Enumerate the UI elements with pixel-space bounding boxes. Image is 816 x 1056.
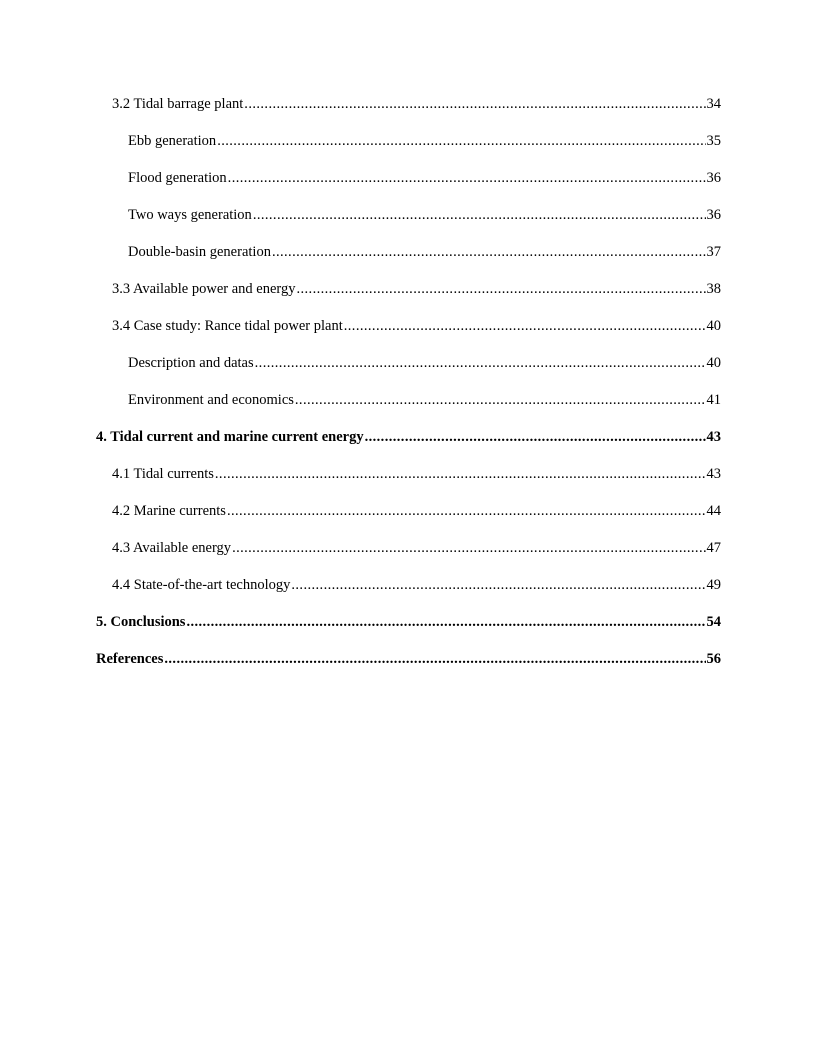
toc-entry-page: 37 bbox=[706, 244, 721, 260]
toc-entry-page: 47 bbox=[706, 540, 721, 556]
toc-entry[interactable] bbox=[96, 610, 721, 647]
toc-entry-page: 41 bbox=[706, 392, 721, 408]
toc-leader-dots bbox=[244, 92, 705, 116]
toc-entry-title: Description and datas bbox=[128, 355, 254, 371]
toc-entry-page: 43 bbox=[706, 466, 721, 482]
toc-entry-title: 4.3 Available energy bbox=[112, 540, 232, 556]
toc-entry-page: 40 bbox=[706, 355, 721, 371]
toc-entry[interactable] bbox=[96, 388, 721, 425]
toc-entry[interactable] bbox=[96, 92, 721, 129]
toc-leader-dots bbox=[365, 425, 706, 449]
toc-entry-page: 38 bbox=[706, 281, 721, 297]
toc-entry-title: Flood generation bbox=[128, 170, 227, 186]
toc-entry[interactable] bbox=[96, 647, 721, 684]
toc-entry-page: 56 bbox=[706, 651, 721, 667]
toc-entry-title: Ebb generation bbox=[128, 133, 217, 149]
toc-entry-page: 34 bbox=[706, 96, 721, 112]
toc-entry-title: 3.4 Case study: Rance tidal power plant bbox=[112, 318, 343, 334]
toc-entry-title: References bbox=[96, 651, 164, 667]
toc-leader-dots bbox=[296, 277, 705, 301]
toc-entry[interactable] bbox=[96, 536, 721, 573]
toc-entry-page: 49 bbox=[706, 577, 721, 593]
toc-leader-dots bbox=[217, 129, 705, 153]
toc-entry[interactable] bbox=[96, 277, 721, 314]
toc-entry[interactable] bbox=[96, 573, 721, 610]
toc-leader-dots bbox=[272, 240, 706, 264]
toc-entry-title: 5. Conclusions bbox=[96, 614, 186, 630]
toc-leader-dots bbox=[164, 647, 705, 671]
toc-leader-dots bbox=[344, 314, 706, 338]
toc-leader-dots bbox=[295, 388, 706, 412]
toc-entry[interactable] bbox=[96, 351, 721, 388]
toc-leader-dots bbox=[232, 536, 705, 560]
toc-entry-page: 36 bbox=[706, 207, 721, 223]
toc-entry-page: 43 bbox=[706, 429, 721, 445]
table-of-contents bbox=[96, 92, 721, 684]
toc-entry-title: 3.3 Available power and energy bbox=[112, 281, 296, 297]
toc-entry[interactable] bbox=[96, 129, 721, 166]
toc-entry-page: 44 bbox=[706, 503, 721, 519]
toc-entry-page: 36 bbox=[706, 170, 721, 186]
toc-entry[interactable] bbox=[96, 203, 721, 240]
toc-entry-page: 35 bbox=[706, 133, 721, 149]
toc-entry[interactable] bbox=[96, 166, 721, 203]
toc-entry-title: 4.4 State-of-the-art technology bbox=[112, 577, 291, 593]
toc-leader-dots bbox=[291, 573, 705, 597]
toc-leader-dots bbox=[228, 166, 706, 190]
toc-entry[interactable] bbox=[96, 314, 721, 351]
toc-entry-title: 3.2 Tidal barrage plant bbox=[112, 96, 244, 112]
toc-entry-title: 4.1 Tidal currents bbox=[112, 466, 214, 482]
toc-entry-title: Environment and economics bbox=[128, 392, 294, 408]
toc-entry[interactable] bbox=[96, 240, 721, 277]
toc-leader-dots bbox=[186, 610, 705, 634]
toc-entry[interactable] bbox=[96, 499, 721, 536]
toc-entry[interactable] bbox=[96, 425, 721, 462]
toc-entry[interactable] bbox=[96, 462, 721, 499]
toc-entry-title: Two ways generation bbox=[128, 207, 252, 223]
toc-leader-dots bbox=[253, 203, 706, 227]
toc-leader-dots bbox=[255, 351, 706, 375]
toc-leader-dots bbox=[227, 499, 706, 523]
toc-entry-title: Double-basin generation bbox=[128, 244, 271, 260]
toc-entry-page: 54 bbox=[706, 614, 721, 630]
toc-entry-title: 4.2 Marine currents bbox=[112, 503, 226, 519]
toc-entry-title: 4. Tidal current and marine current energy bbox=[96, 429, 364, 445]
toc-leader-dots bbox=[215, 462, 706, 486]
toc-entry-page: 40 bbox=[706, 318, 721, 334]
